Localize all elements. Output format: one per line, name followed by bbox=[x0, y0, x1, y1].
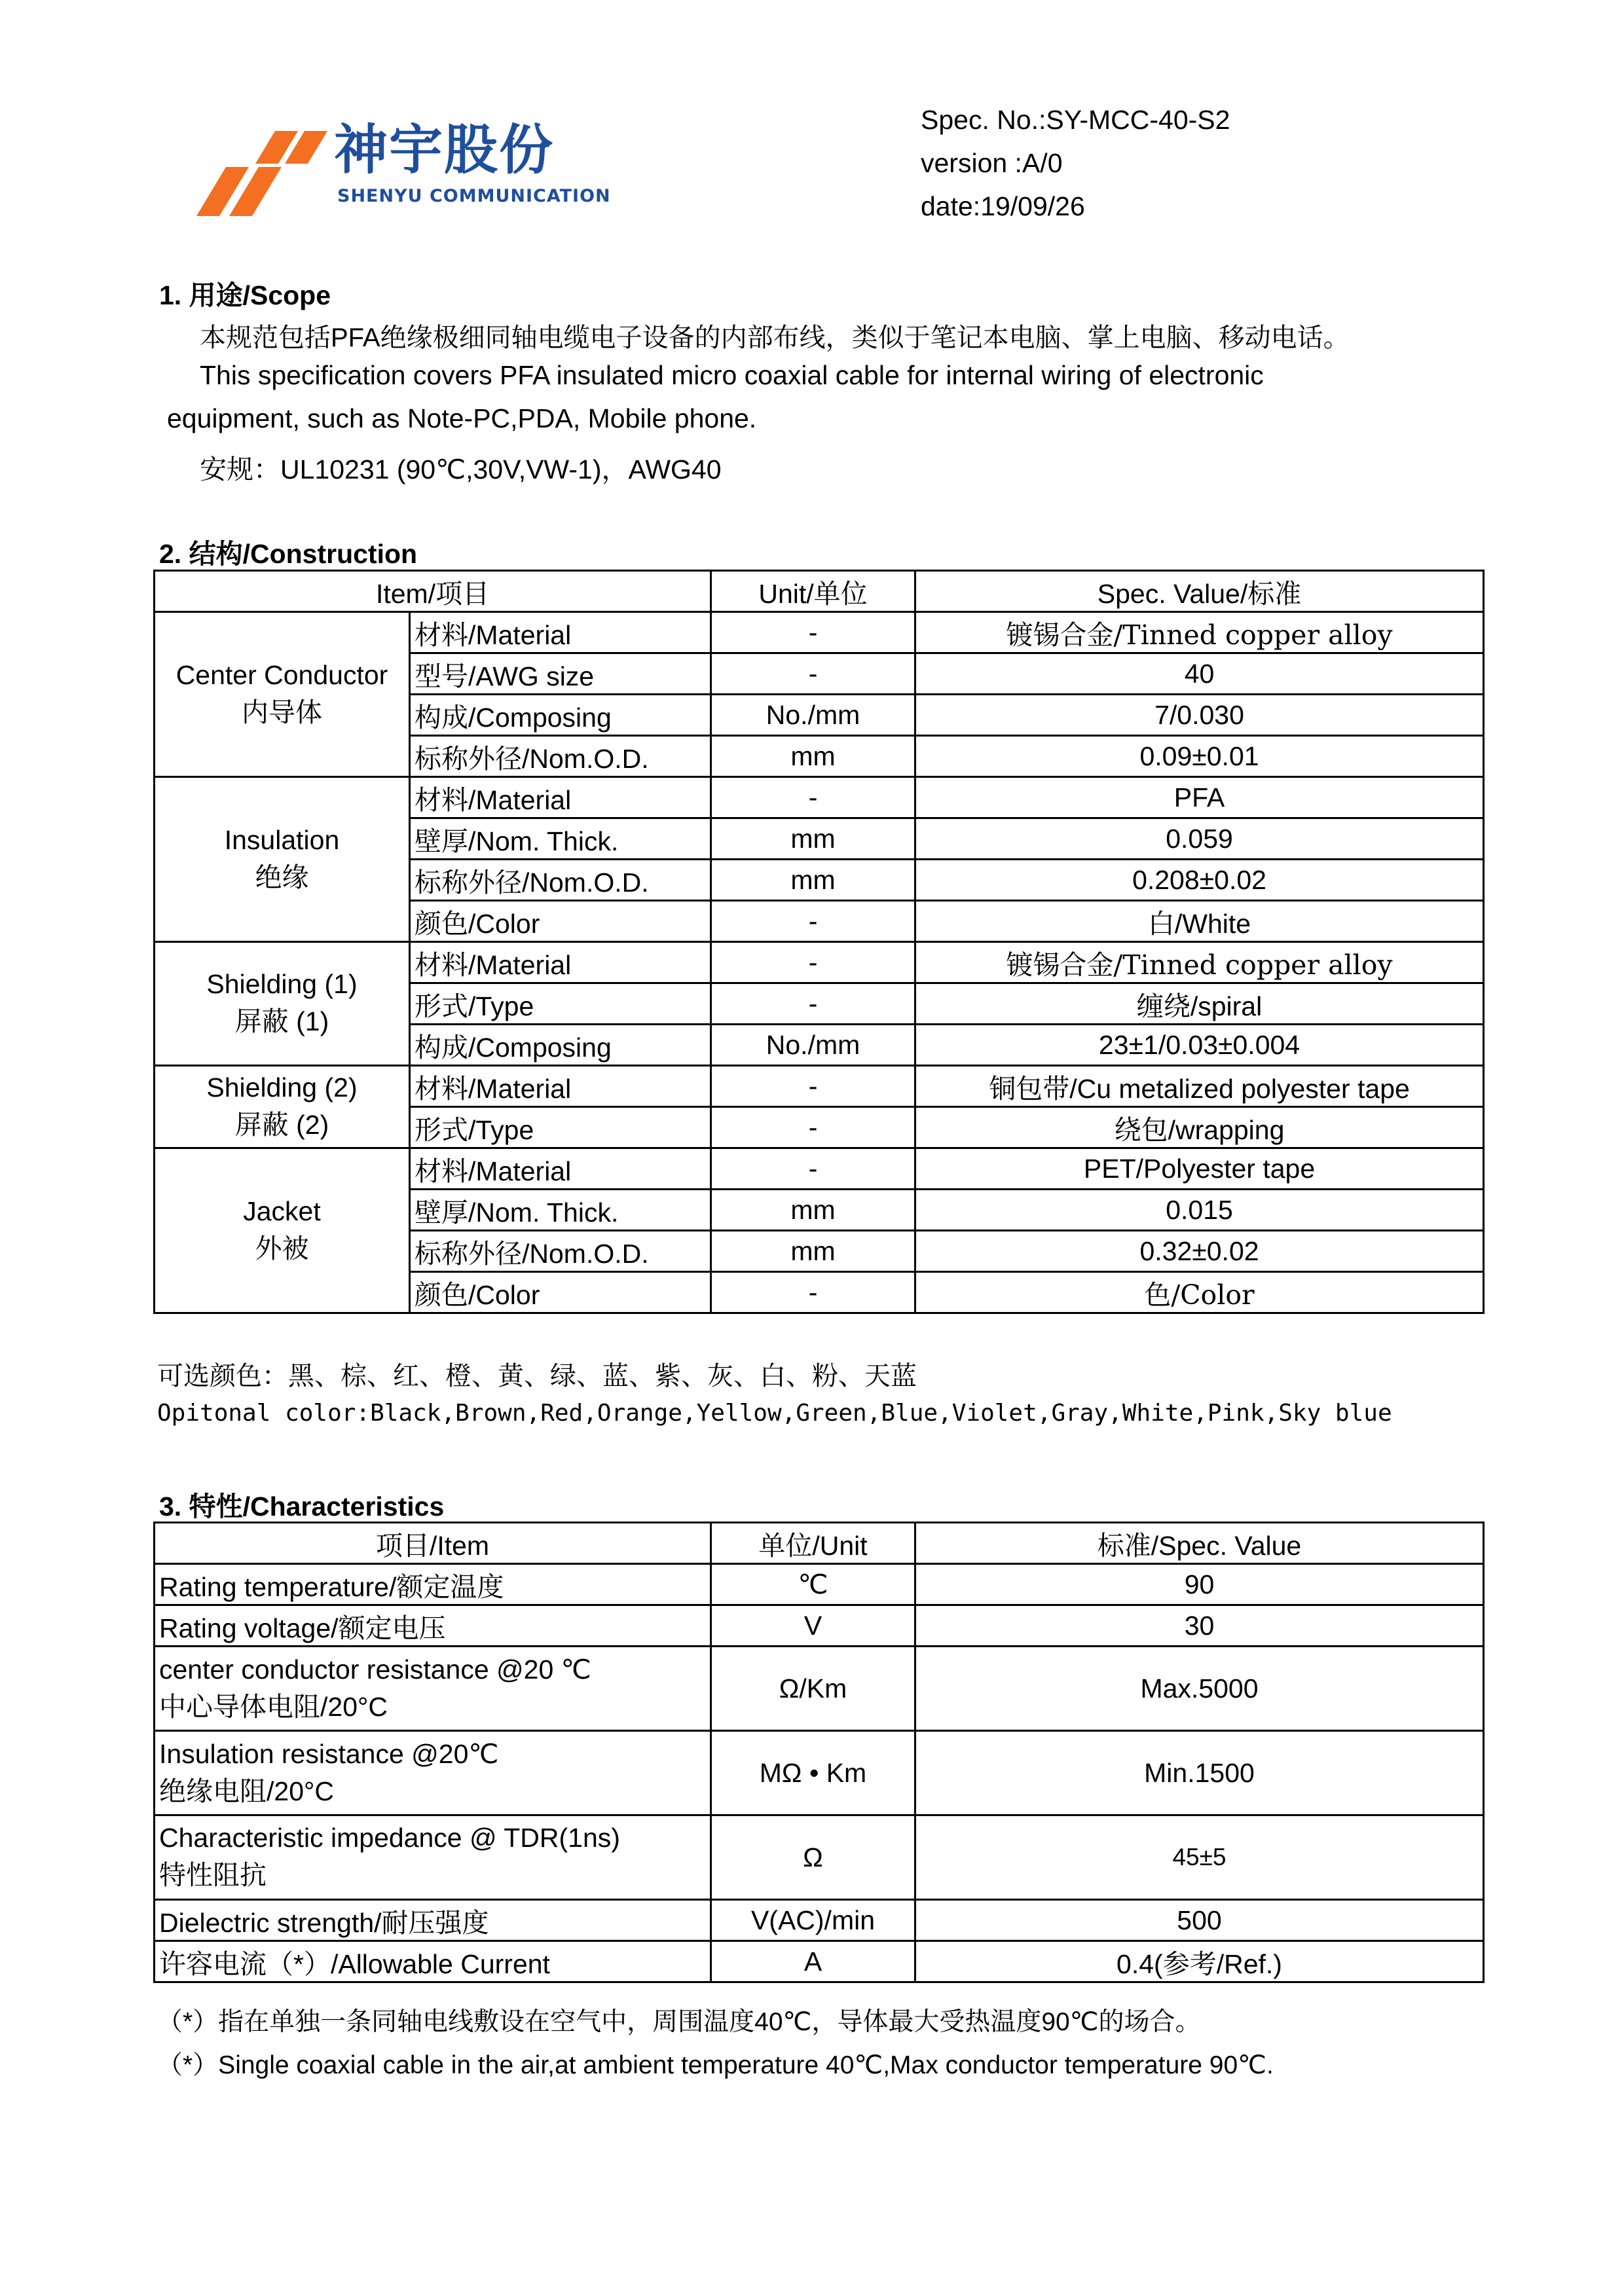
spec-date: date:19/09/26 bbox=[921, 191, 1085, 221]
scope-safety: 安规：UL10231 (90℃,30V,VW-1)，AWG40 bbox=[200, 454, 722, 484]
row-unit: mm bbox=[711, 818, 915, 860]
row-item: 构成/Composing bbox=[410, 1025, 711, 1066]
row-value: 白/White bbox=[915, 901, 1484, 942]
row-item: 形式/Type bbox=[410, 1107, 711, 1148]
group-shielding-1 bbox=[155, 942, 410, 1066]
row-value: PFA bbox=[915, 777, 1484, 818]
group-name-cn: 屏蔽 (1) bbox=[234, 1006, 329, 1036]
char-item bbox=[155, 1815, 711, 1900]
row-unit: No./mm bbox=[711, 695, 915, 736]
header-spec: Spec. Value/标准 bbox=[915, 571, 1484, 612]
row-value: 0.059 bbox=[915, 818, 1484, 860]
row-value: 0.015 bbox=[915, 1190, 1484, 1231]
row-value: 40 bbox=[915, 653, 1484, 695]
row-value: 绕包/wrapping bbox=[915, 1107, 1484, 1148]
row-value: 7/0.030 bbox=[915, 695, 1484, 736]
char-item-line-1: center conductor resistance @20 ℃ bbox=[159, 1654, 591, 1685]
characteristics-title: 3. 特性/Characteristics bbox=[159, 1491, 445, 1522]
table-header-row bbox=[155, 571, 1484, 612]
row-item: 材料/Material bbox=[410, 1066, 711, 1107]
row-item: 型号/AWG size bbox=[410, 653, 711, 695]
row-unit: - bbox=[711, 653, 915, 695]
scope-text-cn: 本规范包括PFA绝缘极细同轴电缆电子设备的内部布线，类似于笔记本电脑、掌上电脑、移动电话。 bbox=[200, 323, 1350, 352]
char-value: 45±5 bbox=[915, 1815, 1484, 1900]
row-item: 标称外径/Nom.O.D. bbox=[410, 1231, 711, 1272]
row-unit: - bbox=[711, 777, 915, 818]
row-unit: - bbox=[711, 1066, 915, 1107]
char-value: 500 bbox=[915, 1900, 1484, 1941]
scope-text-en-2: equipment, such as Note-PC,PDA, Mobile phone. bbox=[167, 403, 757, 433]
row-unit: mm bbox=[711, 860, 915, 901]
table-header-row bbox=[155, 1523, 1484, 1564]
row-value: 镀锡合金/Tinned copper alloy bbox=[915, 942, 1484, 983]
row-unit: - bbox=[711, 612, 915, 653]
header-item: Item/项目 bbox=[155, 571, 711, 612]
spec-number: Spec. No.:SY-MCC-40-S2 bbox=[921, 105, 1230, 135]
group-insulation bbox=[155, 777, 410, 942]
header-spec: 标准/Spec. Value bbox=[915, 1523, 1484, 1564]
row-unit: - bbox=[711, 901, 915, 942]
spec-info bbox=[921, 98, 1230, 228]
row-item: 颜色/Color bbox=[410, 1272, 711, 1313]
row-unit: mm bbox=[711, 736, 915, 777]
row-item: 形式/Type bbox=[410, 983, 711, 1025]
group-name-en: Shielding (2) bbox=[206, 1072, 358, 1102]
group-name-en: Center Conductor bbox=[175, 659, 388, 690]
construction-title: 2. 结构/Construction bbox=[159, 539, 418, 569]
row-value: 23±1/0.03±0.004 bbox=[915, 1025, 1484, 1066]
row-unit: - bbox=[711, 983, 915, 1025]
row-value: PET/Polyester tape bbox=[915, 1148, 1484, 1190]
logo-english-name: SHENYU COMMUNICATION bbox=[337, 186, 611, 206]
char-unit: V bbox=[711, 1605, 915, 1647]
group-name-en: Insulation bbox=[224, 824, 340, 855]
optional-colors-cn: 可选颜色：黑、棕、红、橙、黄、绿、蓝、紫、灰、白、粉、天蓝 bbox=[157, 1361, 917, 1391]
row-value: 镀锡合金/Tinned copper alloy bbox=[915, 612, 1484, 653]
row-item: 构成/Composing bbox=[410, 695, 711, 736]
header-unit: 单位/Unit bbox=[711, 1523, 915, 1564]
table-row bbox=[155, 1066, 1484, 1107]
spec-version: version :A/0 bbox=[921, 148, 1063, 178]
row-item: 材料/Material bbox=[410, 777, 711, 818]
table-row bbox=[155, 1647, 1484, 1731]
char-item-line-1: Characteristic impedance @ TDR(1ns) bbox=[159, 1823, 620, 1853]
table-row bbox=[155, 1564, 1484, 1605]
char-unit: Ω bbox=[711, 1815, 915, 1900]
table-row bbox=[155, 1605, 1484, 1647]
char-unit: ℃ bbox=[711, 1564, 915, 1605]
char-item: Rating voltage/额定电压 bbox=[155, 1605, 711, 1647]
group-name-cn: 外被 bbox=[255, 1233, 309, 1264]
char-value: 0.4(参考/Ref.) bbox=[915, 1941, 1484, 1982]
row-value: 缠绕/spiral bbox=[915, 983, 1484, 1025]
char-item-line-2: 中心导体电阻/20°C bbox=[159, 1691, 388, 1722]
row-item: 材料/Material bbox=[410, 1148, 711, 1190]
row-item: 壁厚/Nom. Thick. bbox=[410, 818, 711, 860]
char-item: Dielectric strength/耐压强度 bbox=[155, 1900, 711, 1941]
footnote-cn: （*）指在单独一条同轴电线敷设在空气中，周围温度40℃，导体最大受热温度90℃的场合。 bbox=[157, 2008, 1201, 2036]
row-value: 0.09±0.01 bbox=[915, 736, 1484, 777]
char-unit: A bbox=[711, 1941, 915, 1982]
row-item: 标称外径/Nom.O.D. bbox=[410, 860, 711, 901]
scope-title: 1. 用途/Scope bbox=[159, 280, 331, 310]
row-value: 0.208±0.02 bbox=[915, 860, 1484, 901]
footnote-en: （*）Single coaxial cable in the air,at ambient temperature 40℃,Max conductor temperature 90℃. bbox=[157, 2051, 1274, 2079]
row-item: 材料/Material bbox=[410, 612, 711, 653]
header-item: 项目/Item bbox=[155, 1523, 711, 1564]
char-item bbox=[155, 1731, 711, 1815]
header-unit: Unit/单位 bbox=[711, 571, 915, 612]
char-item: 许容电流（*）/Allowable Current bbox=[155, 1941, 711, 1982]
table-row bbox=[155, 1731, 1484, 1815]
group-jacket bbox=[155, 1148, 410, 1313]
char-value: 90 bbox=[915, 1564, 1484, 1605]
char-unit: Ω/Km bbox=[711, 1647, 915, 1731]
char-unit: MΩ • Km bbox=[711, 1731, 915, 1815]
table-row bbox=[155, 1148, 1484, 1190]
char-item bbox=[155, 1647, 711, 1731]
characteristics-table bbox=[153, 1522, 1485, 1983]
row-unit: - bbox=[711, 1272, 915, 1313]
table-row bbox=[155, 777, 1484, 818]
row-item: 材料/Material bbox=[410, 942, 711, 983]
row-item: 标称外径/Nom.O.D. bbox=[410, 736, 711, 777]
group-name-en: Jacket bbox=[243, 1195, 321, 1226]
char-value: 30 bbox=[915, 1605, 1484, 1647]
row-item: 壁厚/Nom. Thick. bbox=[410, 1190, 711, 1231]
group-name-cn: 绝缘 bbox=[255, 862, 309, 892]
table-row bbox=[155, 1815, 1484, 1900]
row-unit: - bbox=[711, 1107, 915, 1148]
table-row bbox=[155, 1900, 1484, 1941]
row-unit: No./mm bbox=[711, 1025, 915, 1066]
char-value: Max.5000 bbox=[915, 1647, 1484, 1731]
table-row bbox=[155, 612, 1484, 653]
row-unit: mm bbox=[711, 1190, 915, 1231]
char-unit: V(AC)/min bbox=[711, 1900, 915, 1941]
group-name-cn: 内导体 bbox=[242, 697, 322, 727]
group-center-conductor bbox=[155, 612, 410, 777]
row-value: 色/Color bbox=[915, 1272, 1484, 1313]
row-value: 0.32±0.02 bbox=[915, 1231, 1484, 1272]
row-unit: - bbox=[711, 942, 915, 983]
logo-mark-icon bbox=[190, 118, 327, 223]
scope-text-en-1: This specification covers PFA insulated micro coaxial cable for internal wiring of electronic bbox=[200, 360, 1264, 390]
row-item: 颜色/Color bbox=[410, 901, 711, 942]
char-item-line-2: 绝缘电阻/20°C bbox=[159, 1776, 335, 1806]
char-value: Min.1500 bbox=[915, 1731, 1484, 1815]
char-item-line-2: 特性阻抗 bbox=[159, 1860, 267, 1890]
logo-chinese-name: 神宇股份 bbox=[334, 119, 555, 181]
company-logo bbox=[190, 118, 635, 223]
table-row bbox=[155, 942, 1484, 983]
char-item-line-1: Insulation resistance @20℃ bbox=[159, 1738, 499, 1769]
construction-table bbox=[153, 570, 1485, 1314]
row-unit: - bbox=[711, 1148, 915, 1190]
row-unit: mm bbox=[711, 1231, 915, 1272]
group-shielding-2 bbox=[155, 1066, 410, 1148]
group-name-en: Shielding (1) bbox=[206, 969, 358, 999]
group-name-cn: 屏蔽 (2) bbox=[234, 1109, 329, 1140]
row-value: 铜包带/Cu metalized polyester tape bbox=[915, 1066, 1484, 1107]
char-item: Rating temperature/额定温度 bbox=[155, 1564, 711, 1605]
table-row bbox=[155, 1941, 1484, 1982]
optional-colors-en: Opitonal color:Black,Brown,Red,Orange,Yellow,Green,Blue,Violet,Gray,White,Pink,Sky blue bbox=[157, 1400, 1392, 1427]
